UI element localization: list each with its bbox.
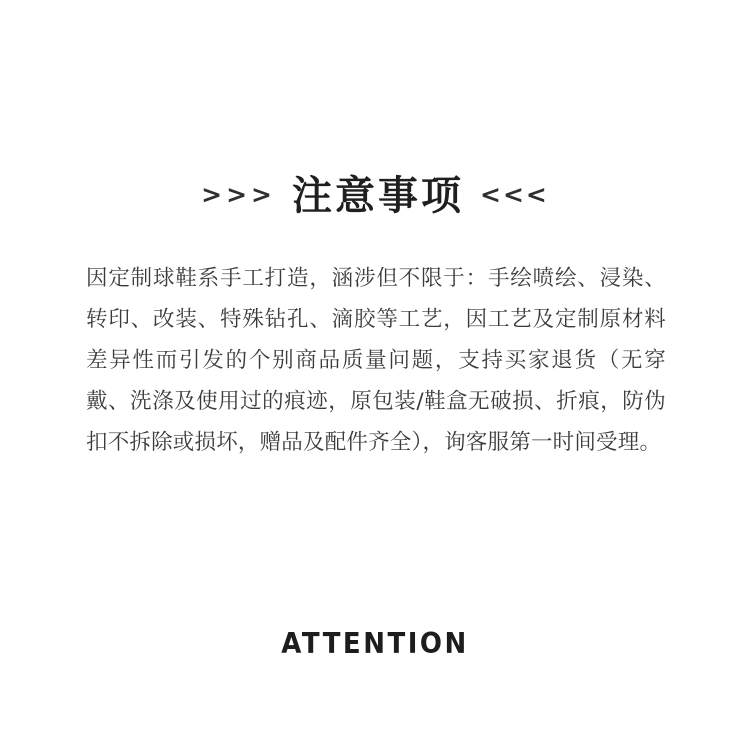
notice-paragraph: 因定制球鞋系手工打造，涵涉但不限于：手绘喷绘、浸染、转印、改装、特殊钻孔、滴胶等工艺，因工艺及定制原材料差异性而引发的个别商品质量问题，支持买家退货（无穿戴、洗涤及使用过的痕迹，原包装/鞋盒无破损、折痕，防伪扣不拆除或损坏，赠品及配件齐全），询客服第一时间受理。 [86, 266, 666, 455]
left-chevron-icon: >>> [201, 179, 276, 209]
footer-label: ATTENTION [281, 628, 469, 661]
page-title-text: 注意事项 [292, 173, 464, 219]
page-title [0, 173, 750, 219]
right-chevron-icon: <<< [480, 179, 549, 209]
